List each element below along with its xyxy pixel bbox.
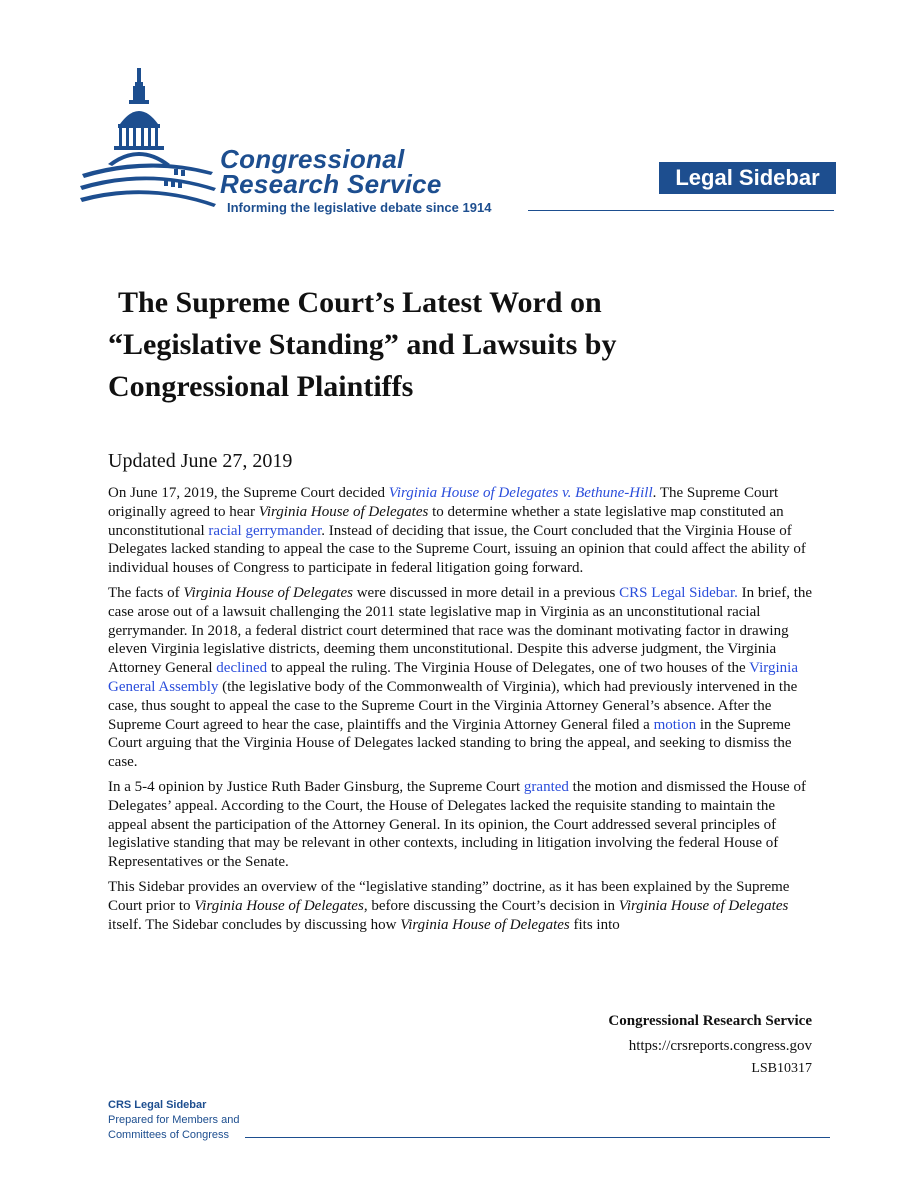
- text-run: in the Supreme Court arguing that the Virginia House of Delegates lacked standing to bring the appeal, and seeking to dismiss the case.: [108, 716, 792, 771]
- org-name-line1: Congressional: [220, 144, 405, 174]
- tagline-rule: [528, 210, 834, 211]
- bottom-caption-line2: Prepared for Members and: [108, 1114, 240, 1126]
- declined-link[interactable]: declined: [216, 660, 268, 677]
- text-run: were discussed in more detail in a previous: [352, 584, 620, 601]
- text-run: This Sidebar provides an overview of the “legislative standing” doctrine, as it has been explained by the Supreme Court prior to: [108, 878, 790, 914]
- paragraph-4: [108, 878, 816, 934]
- capitol-dome-logo-icon: [78, 62, 218, 222]
- text-run: to appeal the ruling. The Virginia House of Delegates, one of two houses of the: [267, 660, 750, 677]
- report-id: LSB10317: [751, 1061, 812, 1076]
- updated-date: Updated June 27, 2019: [108, 450, 293, 472]
- paragraph-1: [108, 484, 816, 578]
- legal-sidebar-badge: Legal Sidebar: [659, 162, 836, 194]
- bottom-caption: [108, 1098, 239, 1143]
- granted-link[interactable]: granted: [523, 778, 569, 795]
- case-link[interactable]: Virginia House of Delegates v. Bethune-Hill: [388, 485, 653, 501]
- text-run: . The Supreme Court originally agreed to hear: [108, 485, 779, 520]
- footer-url[interactable]: https://crsreports.congress.gov: [628, 1038, 812, 1054]
- article-body: [108, 484, 816, 940]
- text-run: On June 17, 2019, the Supreme Court decided: [108, 485, 389, 501]
- case-name: Virginia House of Delegates: [183, 584, 353, 601]
- org-tagline: Informing the legislative debate since 1914: [227, 200, 492, 215]
- paragraph-3: [108, 778, 816, 872]
- page-title: [108, 282, 808, 408]
- title-line-2: “Legislative Standing” and Lawsuits by: [108, 328, 617, 361]
- racial-gerrymander-link[interactable]: racial gerrymander: [208, 522, 322, 539]
- footer-org-name: Congressional Research Service: [608, 1013, 812, 1029]
- title-line-3: Congressional Plaintiffs: [108, 370, 414, 403]
- org-name-line2: Research Service: [220, 169, 442, 199]
- text-run: the motion and dismissed the House of Delegates’ appeal. According to the Court, the House of Delegates lacked the requisite standing to maintain the appeal absent the participation of the Attorney General. In its opinion, the Court addressed several principles of legislative standing that may be relevant in other contexts, including in litigation involving the federal House of Representatives or the Senate.: [108, 778, 806, 871]
- motion-link[interactable]: motion: [653, 716, 697, 733]
- crs-legal-sidebar-link[interactable]: CRS Legal Sidebar.: [619, 584, 738, 601]
- text-run: fits into: [569, 916, 620, 933]
- title-line-1: The Supreme Court’s Latest Word on: [118, 286, 602, 319]
- case-name: Virginia House of Delegates: [618, 897, 789, 914]
- case-name: Virginia House of Delegates: [194, 897, 364, 914]
- bottom-caption-line3: Committees of Congress: [108, 1129, 230, 1141]
- paragraph-2: [108, 584, 816, 772]
- text-run: The facts of: [108, 584, 184, 601]
- text-run: In a 5-4 opinion by Justice Ruth Bader Ginsburg, the Supreme Court: [108, 778, 524, 795]
- virginia-general-assembly-link[interactable]: Virginia General Assembly: [108, 660, 798, 695]
- bottom-caption-line1: CRS Legal Sidebar: [108, 1099, 207, 1111]
- case-name: Virginia House of Delegates: [400, 916, 570, 933]
- text-run: itself. The Sidebar concludes by discussing how: [108, 916, 401, 933]
- text-run: , before discussing the Court’s decision in: [363, 897, 619, 914]
- text-run: to determine whether a state legislative map constituted an unconstitutional: [108, 503, 784, 539]
- text-run: (the legislative body of the Commonwealth of Virginia), which had previously intervened in the case, thus sought to appeal the case to the Supreme Court in the Virginia Attorney General’s absence. After the Supreme Court agreed to hear the case, plaintiffs and the Virginia Attorney General filed a: [108, 678, 798, 733]
- text-run: In brief, the case arose out of a lawsuit challenging the 2011 state legislative map in Virginia as an unconstitutional racial gerrymander. In 2018, a federal district court determined that race was the dominant motivating factor in drawing eleven Virginia legislative districts, deeming them unconstitutional. Despite this adverse judgment, the Virginia Attorney General: [108, 584, 813, 677]
- text-run: . Instead of deciding that issue, the Court concluded that the Virginia House of Delegates lacked standing to appeal the case to the Supreme Court, issuing an opinion that could affect the ability of individual houses of Congress to participate in federal litigation going forward.: [108, 522, 806, 577]
- case-name: Virginia House of Delegates: [258, 503, 429, 520]
- bottom-rule: [245, 1137, 830, 1138]
